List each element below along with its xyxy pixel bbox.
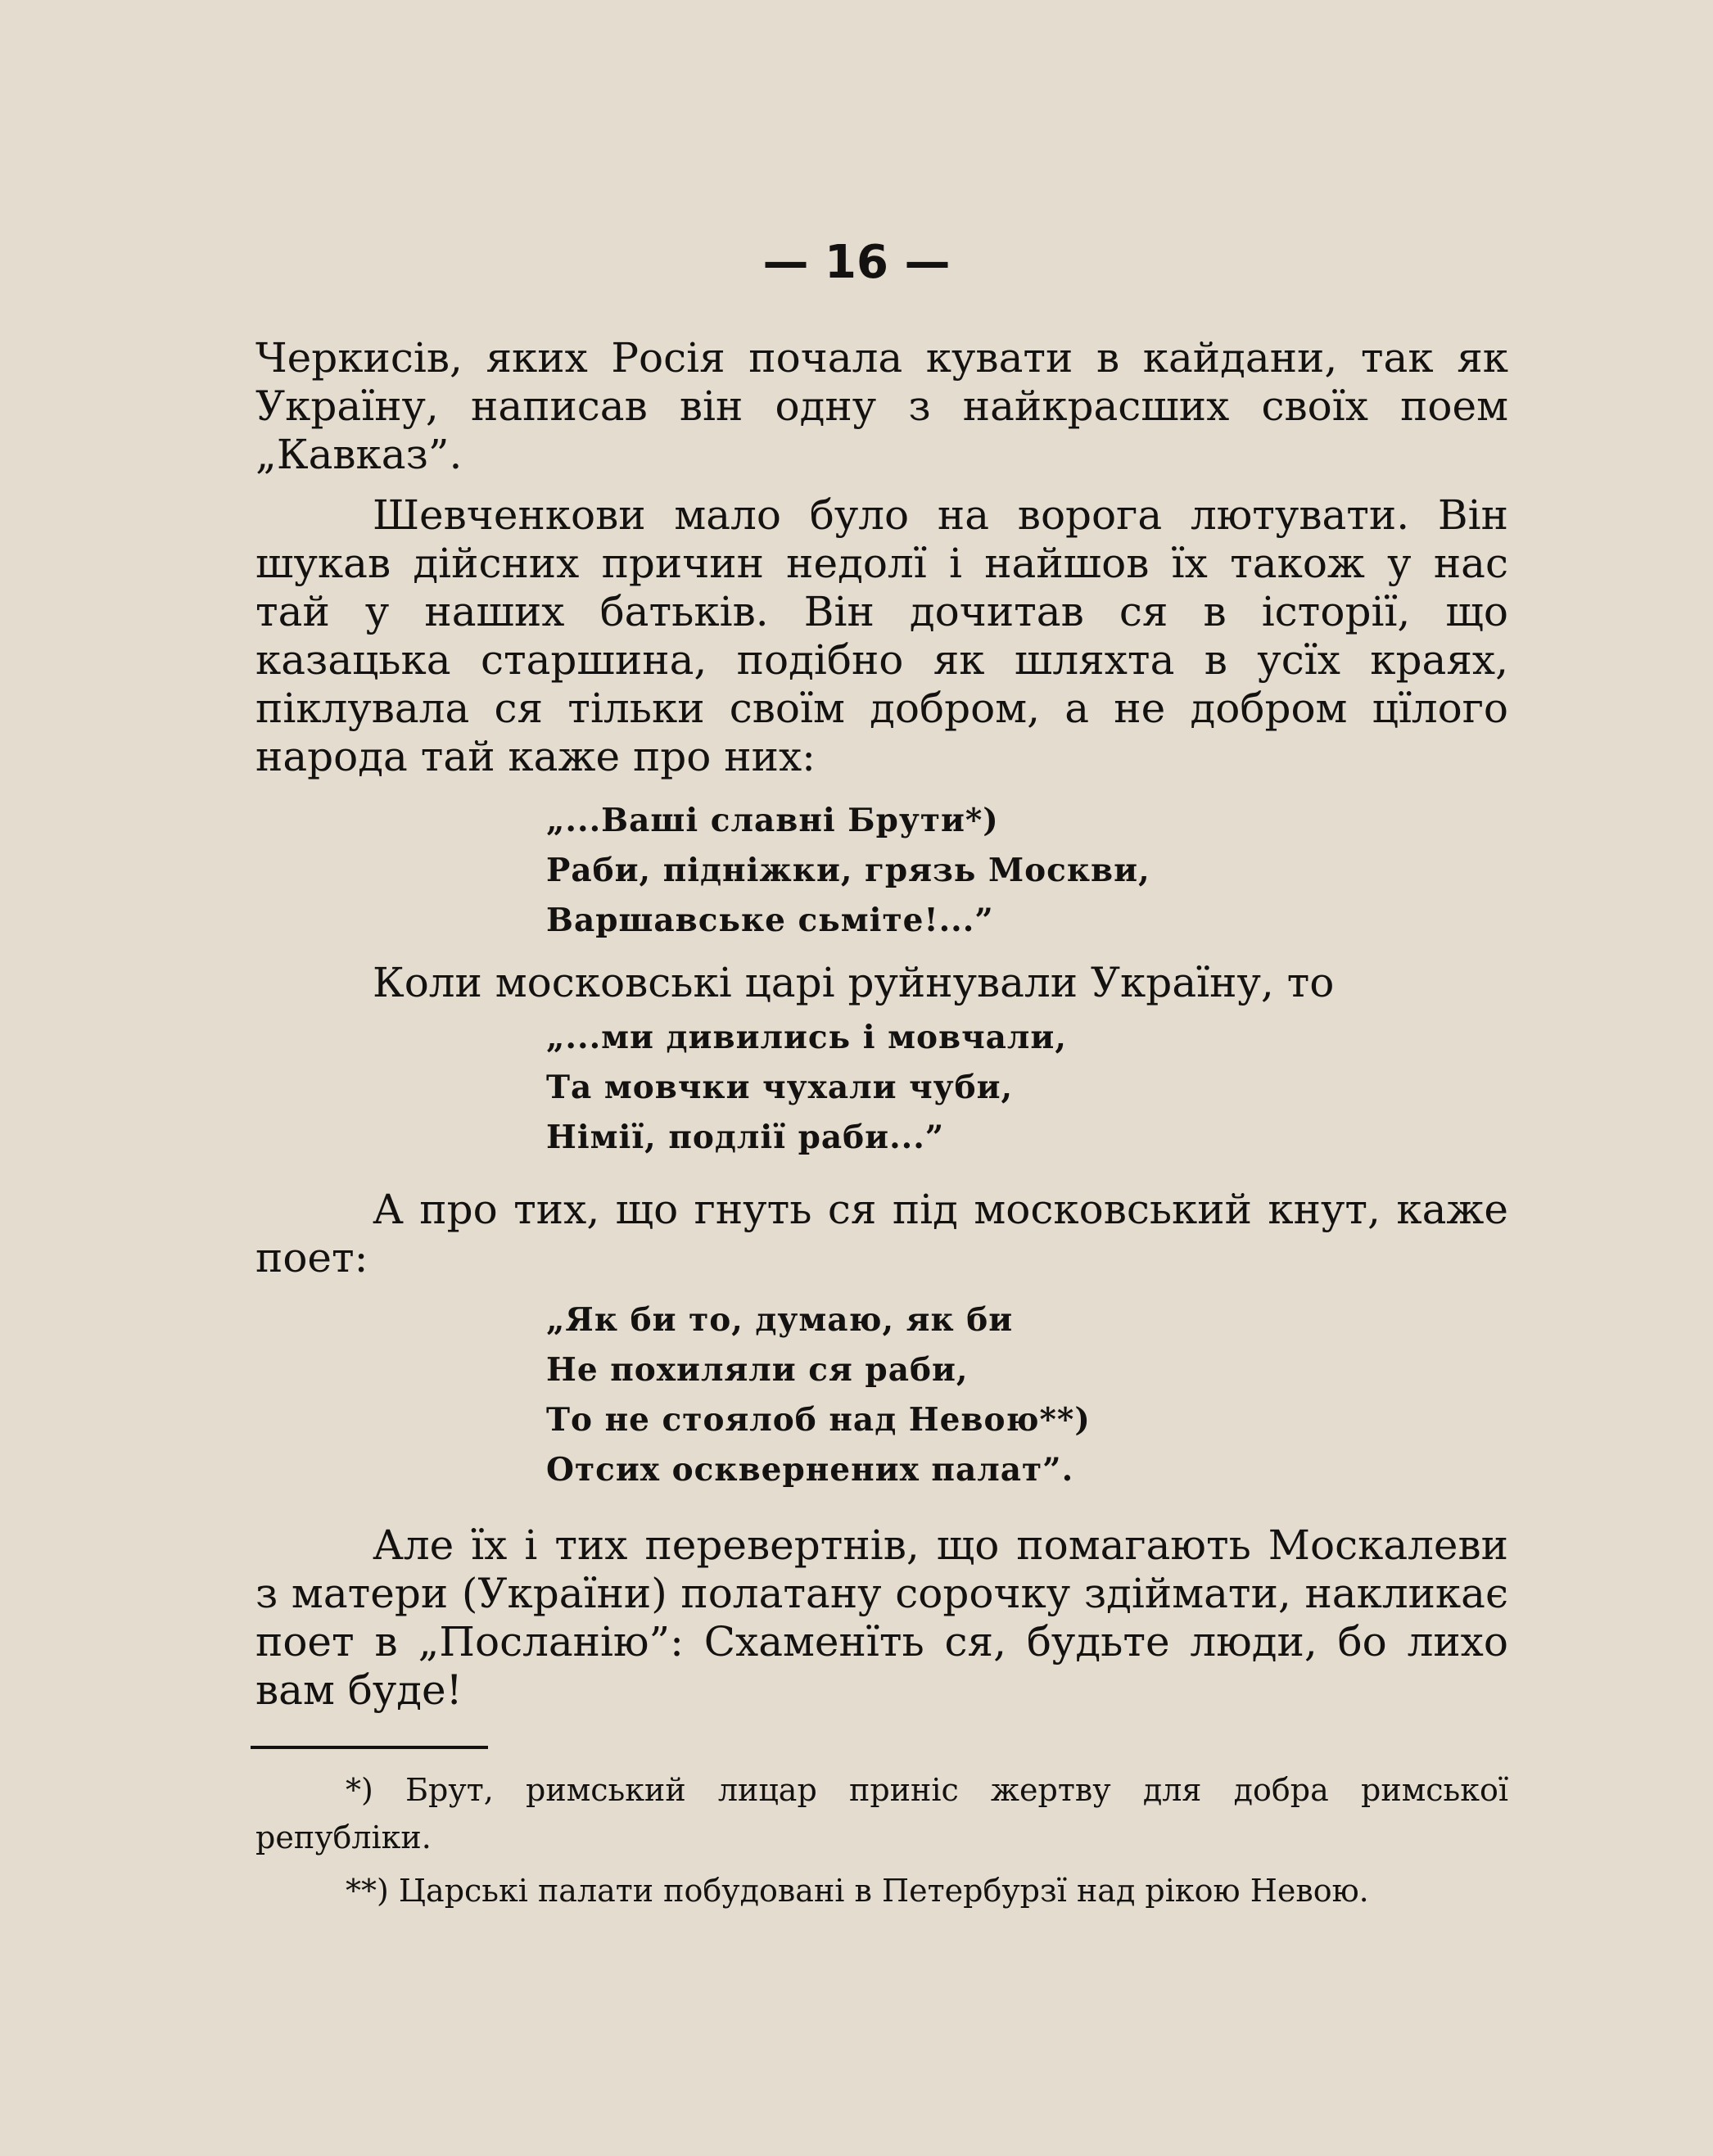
- paragraph-text: А про тих, що гнуть ся під московський кнут, каже поет:: [255, 1186, 1508, 1281]
- verse-line: Німії, подлії раби...”: [546, 1119, 945, 1156]
- verse-line: То не стоялоб над Невою**): [546, 1401, 1091, 1439]
- body-paragraph-2: [255, 491, 1508, 781]
- body-paragraph-1: [255, 334, 1508, 479]
- verse-quote-1: [546, 796, 1508, 946]
- body-paragraph-5: [255, 1521, 1508, 1715]
- verse-line: Не похиляли ся раби,: [546, 1351, 969, 1389]
- paragraph-text: Коли московські царі руйнували Україну, то: [373, 959, 1335, 1006]
- verse-line: Та мовчки чухали чуби,: [546, 1069, 1014, 1106]
- footnote-1: *) Брут, римський лицар приніс жертву для добра римської републіки.: [255, 1772, 1508, 1855]
- paragraph-text: Черкисів, яких Росія почала кувати в кайдани, так як Україну, написав він одну з найкрасших своїх поем „Кавказ”.: [255, 334, 1508, 478]
- page-number: — 16 —: [762, 236, 951, 289]
- footnote-divider: [251, 1746, 488, 1749]
- paragraph-text: Але їх і тих перевертнів, що помагають Москалеви з матери (України) полатану сорочку здіймати, накликає поет в „Посланію”: Схаменїть ся, будьте люди, бо лихо вам буде!: [255, 1521, 1508, 1714]
- footnote-2: **) Царські палати побудовані в Петербурзї над рікою Невою.: [346, 1873, 1369, 1909]
- verse-line: „Як би то, думаю, як би: [546, 1301, 1014, 1339]
- verse-line: „...Ваші славні Брути*): [546, 802, 999, 839]
- verse-line: Раби, підніжки, грязь Москви,: [546, 852, 1150, 889]
- verse-line: Варшавське сьміте!...”: [546, 902, 994, 939]
- body-paragraph-4: [255, 1186, 1508, 1282]
- verse-quote-3: [546, 1295, 1508, 1495]
- verse-line: „...ми дивились і мовчали,: [546, 1019, 1067, 1056]
- paragraph-text: Шевченкови мало було на ворога лютувати. Він шукав дійсних причин недолї і найшов їх також у нас тай у наших батьків. Він дочитав ся в історії, що казацька старшина, подібно як шляхта в усїх краях, піклувала ся тільки своїм добром, а не добром цїлого народа тай каже про них:: [255, 491, 1508, 780]
- verse-quote-2: [546, 1013, 1508, 1163]
- body-paragraph-3: [255, 959, 1508, 1007]
- verse-line: Отсих осквернених палат”.: [546, 1451, 1074, 1489]
